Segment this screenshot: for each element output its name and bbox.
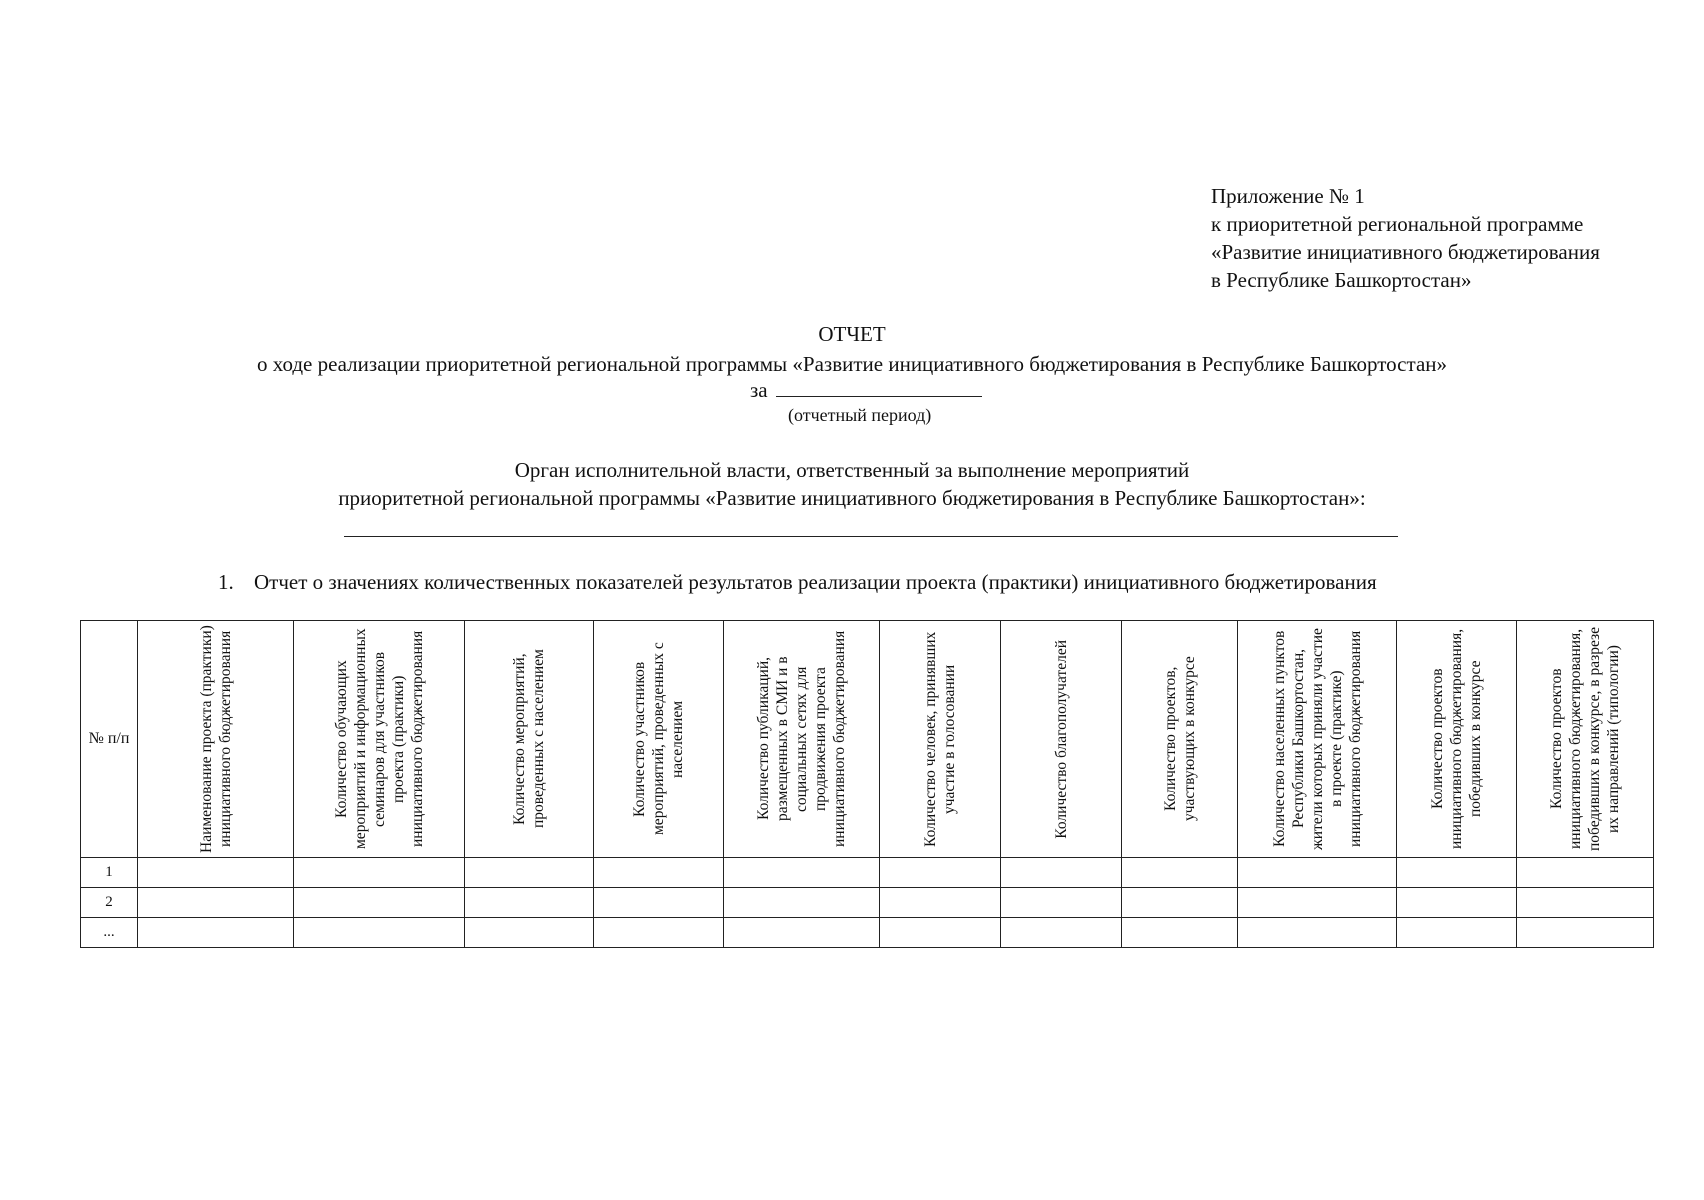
table-cell[interactable]	[724, 888, 880, 918]
appendix-line-4: в Республике Башкортостан»	[1211, 268, 1472, 292]
table-cell[interactable]	[138, 888, 294, 918]
appendix-line-2: к приоритетной региональной программе	[1211, 212, 1584, 236]
table-cell[interactable]	[880, 918, 1001, 948]
table-cell[interactable]	[1122, 888, 1238, 918]
table-cell[interactable]	[1517, 918, 1654, 948]
table-cell[interactable]	[1238, 858, 1397, 888]
table-cell[interactable]	[1238, 918, 1397, 948]
report-subtitle: о ходе реализации приоритетной региональной программы «Развитие инициативного бюджетирования в Республике Башкортостан»	[257, 352, 1447, 376]
report-table	[80, 620, 1654, 948]
table-cell[interactable]	[724, 858, 880, 888]
row-number-cell: 1	[81, 858, 138, 888]
table-cell[interactable]	[594, 858, 724, 888]
report-title: ОТЧЕТ	[818, 322, 886, 346]
table-cell[interactable]	[1517, 888, 1654, 918]
appendix-line-1: Приложение № 1	[1211, 184, 1365, 208]
table-cell[interactable]	[1397, 918, 1517, 948]
table-cell[interactable]	[1517, 858, 1654, 888]
table-cell[interactable]	[1397, 888, 1517, 918]
table-header-row	[81, 621, 1654, 858]
table-cell[interactable]	[138, 918, 294, 948]
header-cell-beneficiaries: Количество благополучателей	[1001, 621, 1122, 858]
appendix-block	[1211, 182, 1600, 294]
appendix-line-3: «Развитие инициативного бюджетирования	[1211, 240, 1600, 264]
table-cell[interactable]	[465, 858, 594, 888]
period-caption: (отчетный период)	[788, 405, 932, 425]
table-cell[interactable]	[1238, 888, 1397, 918]
period-blank-line	[776, 376, 982, 397]
section-title: Отчет о значениях количественных показателей результатов реализации проекта (практики) инициативного бюджетирования	[254, 570, 1377, 594]
table-cell[interactable]	[138, 858, 294, 888]
row-number-cell: 2	[81, 888, 138, 918]
table-cell[interactable]	[1122, 858, 1238, 888]
header-cell-public-events: Количество мероприятий, проведенных с населением	[465, 621, 594, 858]
table-cell[interactable]	[465, 918, 594, 948]
table-cell[interactable]	[594, 888, 724, 918]
table-cell[interactable]	[1001, 888, 1122, 918]
table-cell[interactable]	[294, 858, 465, 888]
table-cell[interactable]	[465, 888, 594, 918]
table-cell[interactable]	[880, 888, 1001, 918]
header-cell-winning-projects: Количество проектов инициативного бюджетирования, победивших в конкурсе	[1397, 621, 1517, 858]
table-cell[interactable]	[294, 918, 465, 948]
section-heading	[218, 568, 1377, 596]
header-cell-event-participants: Количество участников мероприятий, проведенных с населением	[594, 621, 724, 858]
table-cell[interactable]	[724, 918, 880, 948]
header-cell-voters: Количество человек, принявших участие в голосовании	[880, 621, 1001, 858]
header-cell-winning-by-type: Количество проектов инициативного бюджетирования, победивших в конкурсе, в разрезе их направлений (типологии)	[1517, 621, 1654, 858]
authority-line-2: приоритетной региональной программы «Развитие инициативного бюджетирования в Республике Башкортостан»:	[338, 486, 1366, 510]
table-cell[interactable]	[594, 918, 724, 948]
table-cell[interactable]	[1122, 918, 1238, 948]
authority-blank-line	[344, 536, 1398, 537]
section-number: 1.	[218, 570, 234, 594]
period-prefix: за	[750, 378, 768, 402]
authority-line-1: Орган исполнительной власти, ответственный за выполнение мероприятий	[514, 458, 1190, 482]
period-line	[750, 376, 982, 404]
table-row	[81, 888, 1654, 918]
header-cell-project-name: Наименование проекта (практики) инициативного бюджетирования	[138, 621, 294, 858]
header-cell-number: № п/п	[81, 621, 138, 858]
table-cell[interactable]	[1397, 858, 1517, 888]
header-cell-competing-projects: Количество проектов, участвующих в конкурсе	[1122, 621, 1238, 858]
table-cell[interactable]	[1001, 918, 1122, 948]
header-cell-training-events: Количество обучающих мероприятий и информационных семинаров для участников проекта (практики) инициативного бюджетирования	[294, 621, 465, 858]
header-cell-settlements: Количество населенных пунктов Республики Башкортостан, жители которых приняли участие в проекте (практике) инициативного бюджетирования	[1238, 621, 1397, 858]
table-row	[81, 918, 1654, 948]
row-number-cell: ...	[81, 918, 138, 948]
table-cell[interactable]	[1001, 858, 1122, 888]
table-row	[81, 858, 1654, 888]
header-cell-publications: Количество публикаций, размещенных в СМИ и в социальных сетях для продвижения проекта инициативного бюджетирования	[724, 621, 880, 858]
table-cell[interactable]	[880, 858, 1001, 888]
table-cell[interactable]	[294, 888, 465, 918]
